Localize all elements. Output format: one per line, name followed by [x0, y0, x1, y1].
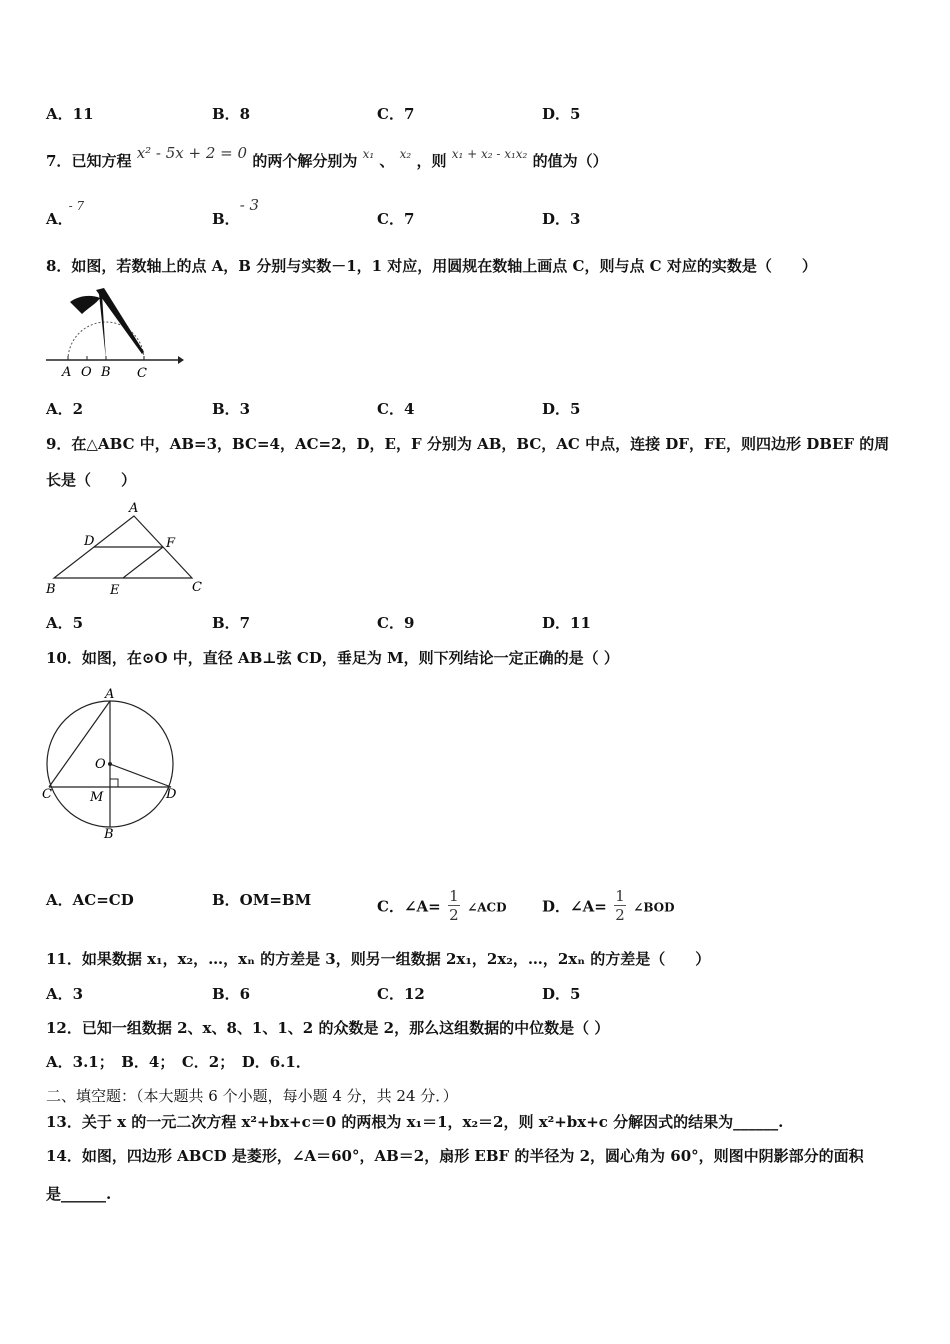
q8-option-b: B．3	[212, 400, 251, 418]
q9-label-a: A	[129, 501, 139, 516]
q13-stem: 13．关于 x 的一元二次方程 x²+bx+c＝0 的两根为 x₁＝1，x₂＝2，则 x²+bx+c 分解因式的结果为______.	[46, 1113, 784, 1131]
q10-right-angle-mark	[110, 779, 118, 787]
q10-option-c-fraction: $\frac{1}{2}$	[449, 887, 459, 924]
q10-label-a: A	[105, 687, 115, 702]
q10-label-o: O	[95, 757, 106, 772]
q6-option-a: A．11	[46, 105, 94, 123]
q9-option-c: C．9	[377, 614, 415, 632]
q7-x1: x₁	[362, 147, 375, 161]
q8-option-d: D．5	[542, 400, 581, 418]
q11-option-a: A．3	[46, 985, 84, 1003]
q9-label-c: C	[192, 580, 202, 595]
q6-option-c: C．7	[377, 105, 415, 123]
q10-option-d-fraction: $\frac{1}{2}$	[615, 887, 625, 924]
q11-option-b: B．6	[212, 985, 251, 1003]
q10-stem: 10．如图，在⊙O 中，直径 AB⊥弦 CD，垂足为 M，则下列结论一定正确的是（ ）	[46, 649, 619, 667]
q8-option-a: A．2	[46, 400, 84, 418]
q8-label-a: A	[62, 365, 72, 380]
q14-stem-line1: 14．如图，四边形 ABCD 是菱形，∠A＝60°，AB＝2，扇形 EBF 的半径为 2，圆心角为 60°，则图中阴影部分的面积	[46, 1147, 864, 1165]
q12-options: A．3.1； B．4； C．2； D．6.1．	[46, 1053, 311, 1071]
q8-compass-leg-left	[99, 294, 106, 360]
q8-arc	[68, 322, 144, 360]
q9-option-b: B．7	[212, 614, 251, 632]
q6-option-b: B．8	[212, 105, 251, 123]
q9-label-e: E	[110, 583, 120, 598]
q9-option-d: D．11	[542, 614, 591, 632]
q9-stem-line1: 9．在△ABC 中，AB=3，BC=4，AC=2，D，E，F 分别为 AB，BC，AC 中点，连接 DF，FE，则四边形 DBEF 的周	[46, 435, 890, 453]
q10-label-b: B	[104, 827, 114, 842]
q11-stem: 11．如果数据 x₁，x₂，…，xₙ 的方差是 3，则另一组数据 2x₁，2x₂，…，2xₙ 的方差是（ ）	[46, 950, 711, 968]
q8-compass-figure	[44, 284, 184, 384]
q9-option-a: A．5	[46, 614, 84, 632]
q9-stem-line2: 长是（ ）	[46, 471, 137, 489]
q7-option-c: C．7	[377, 210, 415, 228]
q9-segment-fe	[123, 547, 163, 578]
q8-label-o: O	[81, 365, 92, 380]
q14-stem-line2: 是______.	[46, 1185, 112, 1203]
q10-segment-od	[110, 764, 171, 787]
q10-label-m: M	[90, 790, 104, 805]
q7-option-a: A．$^{- 7}$	[46, 199, 85, 228]
q8-label-b: B	[101, 365, 111, 380]
q7-equation: x² - 5x + 2 = 0	[136, 144, 248, 162]
q7-stem: 7．已知方程 x² - 5x + 2 = 0 的两个解分别为 $^{x_1}$ 、 $^{x_2}$ ，则 $^{x_1 + x_2 - x_1x_2}$ 的值为（）	[46, 144, 608, 170]
q9-label-d: D	[84, 534, 95, 549]
q10-option-a: A．AC=CD	[46, 891, 134, 909]
q10-segment-ac	[49, 701, 110, 787]
q7-option-b: B．- 3	[212, 196, 260, 228]
q10-option-b: B．OM=BM	[212, 891, 312, 909]
q10-center-dot	[108, 762, 112, 766]
q7-expression: x₁ + x₂ - x₁x₂	[451, 147, 528, 161]
q10-label-d: D	[166, 787, 177, 802]
q10-label-c: C	[42, 787, 52, 802]
q11-option-c: C．12	[377, 985, 425, 1003]
q8-option-c: C．4	[377, 400, 415, 418]
q10-option-d: D．∠A= $\frac{1}{2}$ ∠BOD	[542, 887, 675, 924]
q10-circle-figure	[40, 684, 190, 842]
q8-label-c: C	[137, 366, 147, 381]
q9-label-f: F	[166, 536, 176, 551]
q12-stem: 12．已知一组数据 2、x、8、1、1、2 的众数是 2，那么这组数据的中位数是（ ）	[46, 1019, 610, 1037]
q8-compass-handle	[70, 296, 100, 314]
q7-x2: x₂	[399, 147, 412, 161]
q9-triangle-figure	[42, 498, 212, 600]
q7-option-d: D．3	[542, 210, 581, 228]
q8-stem: 8．如图，若数轴上的点 A，B 分别与实数－1，1 对应，用圆规在数轴上画点 C，则与点 C 对应的实数是（ ）	[46, 257, 817, 275]
section-2-heading: 二、填空题：（本大题共 6 个小题，每小题 4 分，共 24 分．）	[46, 1087, 458, 1105]
q9-label-b: B	[46, 582, 56, 597]
q11-option-d: D．5	[542, 985, 581, 1003]
q8-arrow-head	[178, 356, 184, 364]
q10-option-c: C．∠A= $\frac{1}{2}$ ∠ACD	[377, 887, 507, 924]
q6-option-d: D．5	[542, 105, 581, 123]
